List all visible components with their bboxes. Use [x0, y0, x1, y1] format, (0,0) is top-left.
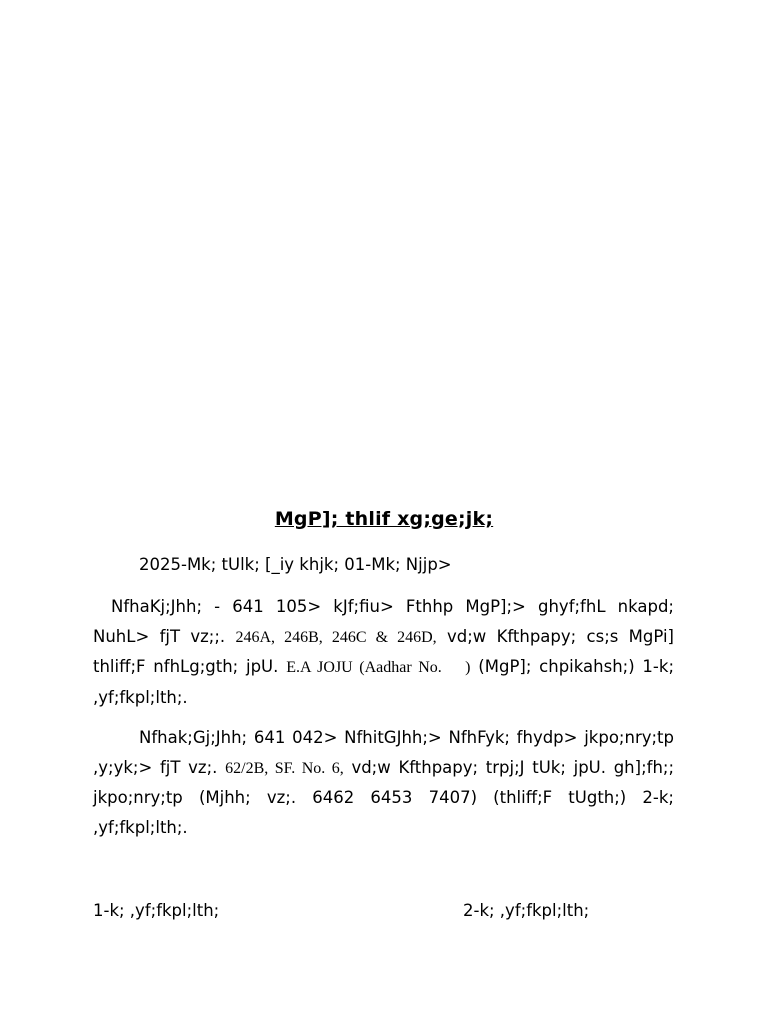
- party-one-text-c: (MgP]; chpikahsh;) 1-k; ,yf;fkpl;lth;.: [93, 657, 675, 707]
- party-one-aadhar-close: ): [465, 659, 471, 676]
- party-two-paragraph: [93, 723, 674, 842]
- party-one-name-aadhar: E.A JOJU (Aadhar No.: [286, 659, 442, 676]
- party-two-text-b: vd;w Kfthpapy; trpj;J tUk; jpU. gh];fh;; jkpo;nry;tp (Mjhh; vz;. 6462 6453 7407) (thliff;F tUgth;) 2-k; ,yf;fkpl;lth;.: [93, 757, 675, 837]
- party-one-text-a: NfhaKj;Jhh; - 641 105> kJf;fiu> Fthhp MgP];> ghyf;fhL nkapd; NuhL> fjT vz;;.: [93, 597, 674, 646]
- party-two-text-a: Nfhak;Gj;Jhh; 641 042> NfhitGJhh;> NfhFyk; fhydp> jkpo;nry;tp ,y;yk;> fjT vz;.: [93, 728, 674, 777]
- party-one-paragraph: [93, 592, 674, 712]
- party-two-door-sf: 62/2B, SF. No. 6,: [225, 759, 344, 777]
- signature-party-one: 1-k; ,yf;fkpl;lth;: [93, 901, 220, 920]
- signature-party-two: 2-k; ,yf;fkpl;lth;: [463, 901, 590, 920]
- date-line: 2025-Mk; tUlk; [_iy khjk; 01-Mk; Njjp>: [139, 555, 452, 574]
- document-title: MgP]; thlif xg;ge;jk;: [274, 508, 494, 530]
- party-one-text-b: vd;w Kfthpapy; cs;s MgPi] thliff;F nfhLg;gth; jpU.: [93, 626, 674, 676]
- party-one-door-numbers: 246A, 246B, 246C & 246D,: [235, 628, 437, 646]
